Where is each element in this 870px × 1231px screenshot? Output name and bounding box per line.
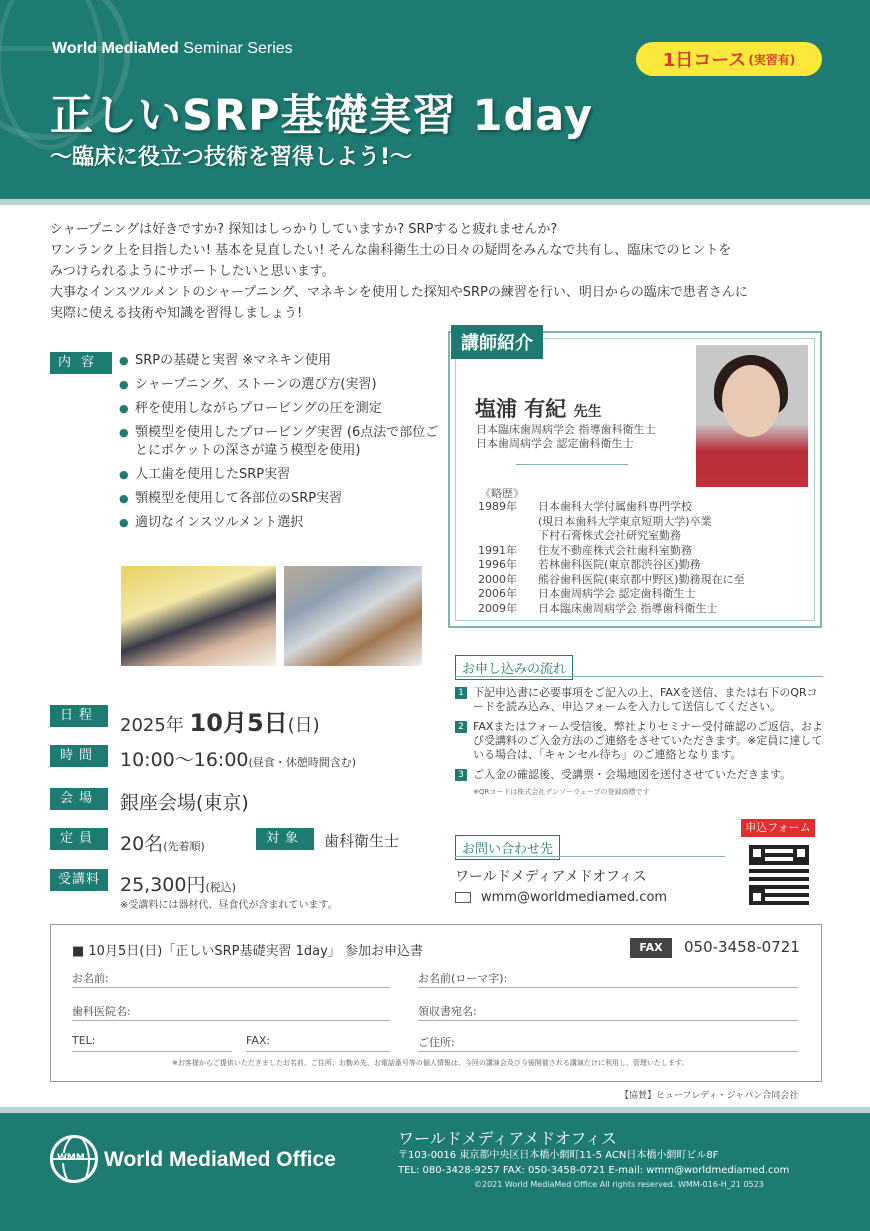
qr-marker: [793, 845, 809, 861]
career-row: 2006年 日本歯周病学会 認定歯科衛生士: [478, 587, 696, 600]
lecturer-affiliations: [476, 423, 656, 451]
seminar-photo: [284, 566, 422, 666]
lecturer-label: 講師紹介: [451, 325, 543, 359]
photo-face: [722, 365, 780, 437]
series-rest: Seminar Series: [178, 40, 293, 57]
fee-label: 受講料: [50, 869, 108, 891]
step-number-icon: 1: [455, 687, 467, 699]
address-field[interactable]: ご住所:: [418, 1034, 798, 1052]
series-name: [52, 40, 293, 58]
lecturer-name-text: 塩浦 有紀: [475, 397, 567, 421]
career-row: 下村石膏株式会社研究室勤務: [538, 529, 681, 542]
career-row: 2000年 熊谷歯科医院(東京都中野区)勤務現在に至: [478, 572, 745, 586]
target-value: 歯科衛生士: [324, 832, 400, 850]
intro-line: ワンランク上を目指したい! 基本を見直したい! そんな歯科衛生士の日々の疑問をみんなで共有し、臨床でのヒントを: [50, 243, 732, 258]
footer-divider: [0, 1107, 870, 1113]
date-label: 日程: [50, 705, 108, 727]
contact-divider: [455, 856, 725, 857]
email-link[interactable]: wmm@worldmediamed.com: [481, 890, 668, 905]
career-row: (現日本歯科大学東京短期大学)卒業: [538, 514, 712, 528]
contact-label: お問い合わせ先: [455, 835, 560, 860]
fax-field[interactable]: FAX:: [246, 1034, 390, 1052]
apply-form-tag: 申込フォーム: [741, 819, 815, 837]
logo-mark: WMM: [57, 1153, 85, 1163]
capacity-label: 定員: [50, 828, 108, 850]
address-line: 〒103-0016 東京都中央区日本橋小網町11-5 ACN日本橋小網町ビル8F: [398, 1150, 719, 1161]
step-number-icon: 3: [455, 769, 467, 781]
capacity-value: 20名(先着順): [120, 833, 205, 855]
list-item: ● 秤を使用しながらプロービングの圧を測定: [119, 400, 439, 418]
contact-email[interactable]: [455, 890, 667, 905]
lecturer-honorific: 先生: [573, 404, 602, 420]
badge-small: (実習有): [748, 52, 796, 67]
flow-step: 1 下記申込書に必要事項をご記入の上、FAXを送信、または右下のQRコードを読み込み、申込フォームを入力して送信してください。: [455, 686, 825, 714]
ornament-divider: [516, 464, 628, 470]
page-subtitle: 〜臨床に役立つ技術を習得しよう!〜: [50, 145, 413, 170]
list-item: ● シャープニング、ストーンの選び方(実習): [119, 376, 439, 394]
list-item: ● SRPの基礎と実習 ※マネキン使用: [119, 352, 439, 370]
affiliation: 日本臨床歯周病学会 指導歯科衛生士: [476, 423, 656, 436]
venue-value: 銀座会場(東京): [120, 792, 249, 814]
career-row: 1989年 日本歯科大学付属歯科専門学校: [478, 500, 692, 513]
lecturer-photo: [696, 345, 808, 487]
contact-office: ワールドメディアメドオフィス: [455, 869, 647, 885]
sponsor: 【協賛】ヒューフレディ・ジャパン合同会社: [620, 1091, 799, 1101]
flow-divider: [455, 676, 823, 677]
privacy-note: ※お客様からご提供いただきましたお名前、ご住所、お勤め先、お電話番号等の個人情報は、今回の講演会及び今後開催される講演だけに利用し、管理いたします。: [172, 1059, 689, 1067]
venue-label: 会場: [50, 788, 108, 810]
envelope-icon: [455, 892, 471, 903]
intro-line: 大事なインスツルメントのシャープニング、マネキンを使用した探知やSRPの練習を行い、明日からの臨床で患者さんに: [50, 285, 748, 300]
qr-marker: [749, 845, 765, 861]
list-item: ● 人工歯を使用したSRP実習: [119, 466, 439, 484]
intro-text: [50, 219, 830, 324]
form-title: ■ 10月5日(日)「正しいSRP基礎実習 1day」 参加お申込書: [72, 944, 423, 959]
contents-label: 内容: [50, 352, 112, 374]
tel-field[interactable]: TEL:: [72, 1034, 232, 1052]
flow-label: お申し込みの流れ: [455, 655, 573, 680]
page-title: 正しいSRP基礎実習 1day: [50, 91, 593, 141]
series-bold: World MediaMed: [52, 40, 179, 57]
footer-address: [398, 1148, 789, 1178]
list-item: ● 顎模型を使用して各部位のSRP実習: [119, 490, 439, 508]
career-row: 1991年 住友不動産株式会社歯科室勤務: [478, 543, 692, 557]
qr-trademark-note: ※QRコードは株式会社デンソーウェーブの登録商標です: [473, 788, 650, 796]
step-number-icon: 2: [455, 721, 467, 733]
header-banner: [0, 0, 870, 199]
career-heading: 《略歴》: [480, 487, 524, 500]
list-item: ● 適切なインスツルメント選択: [119, 514, 439, 532]
lecturer-name: [475, 393, 602, 423]
career-row: 2009年 日本臨床歯周病学会 指導歯科衛生士: [478, 601, 718, 615]
footer-office: ワールドメディアメドオフィス: [398, 1129, 618, 1148]
fax-number: 050-3458-0721: [684, 938, 800, 956]
affiliation: 日本歯周病学会 認定歯科衛生士: [476, 437, 634, 450]
header-divider: [0, 199, 870, 205]
logo-text: World MediaMed Office: [104, 1148, 336, 1171]
career-row: 1996年 若林歯科医院(東京都渋谷区)勤務: [478, 558, 701, 571]
list-item: ● 顎模型を使用したプロービング実習 (6点法で部位ごとにポケットの深さが違う模型を使用): [119, 424, 439, 460]
intro-line: みつけられるようにサポートしたいと思います。: [50, 264, 335, 279]
career-list: [478, 500, 745, 616]
globe-logo-icon: [50, 1135, 98, 1183]
receipt-field[interactable]: 領収書宛名:: [418, 1003, 798, 1021]
fee-value: 25,300円(税込): [120, 874, 237, 896]
badge-text: 1日コース: [662, 50, 747, 71]
flow-step: 2 FAXまたはフォーム受信後、弊社よりセミナー受付確認のご返信、および受講料のご入金方法のご連絡をさせていただきます。※定員に達している場合は、「キャンセル待ち」のご連絡となります。: [455, 720, 825, 762]
date-value: 2025年 10月5日(日): [120, 709, 320, 737]
contents-list: [119, 352, 439, 538]
intro-line: 実際に使える技術や知識を習得しましょう!: [50, 306, 303, 321]
fax-tag: FAX: [630, 938, 672, 958]
clinic-field[interactable]: 歯科医院名:: [72, 1003, 390, 1021]
fee-footnote: ※受講料には器材代、昼食代が含まれています。: [120, 900, 338, 911]
flow-step: 3 ご入金の確認後、受講票・会場地図を送付させていただきます。: [455, 768, 825, 782]
name-roman-field[interactable]: お名前(ローマ字):: [418, 970, 798, 988]
time-label: 時間: [50, 745, 108, 767]
intro-line: シャープニングは好きですか? 探知はしっかりしていますか? SRPすると疲れませんか?: [50, 222, 558, 237]
name-field[interactable]: お名前:: [72, 970, 390, 988]
target-label: 対象: [256, 828, 314, 850]
contact-line: TEL: 080-3428-9257 FAX: 050-3458-0721 E-mail: wmm@worldmediamed.com: [398, 1165, 790, 1176]
seminar-photo: [121, 566, 276, 666]
qr-code[interactable]: [749, 845, 809, 905]
flow-steps: [455, 686, 825, 799]
qr-marker: [749, 889, 765, 905]
course-badge: [636, 42, 822, 76]
copyright: ©2021 World MediaMed Office All rights reserved. WMM-016-H_21 0523: [474, 1180, 764, 1189]
time-value: 10:00〜16:00(昼食・休憩時間含む): [120, 749, 357, 771]
